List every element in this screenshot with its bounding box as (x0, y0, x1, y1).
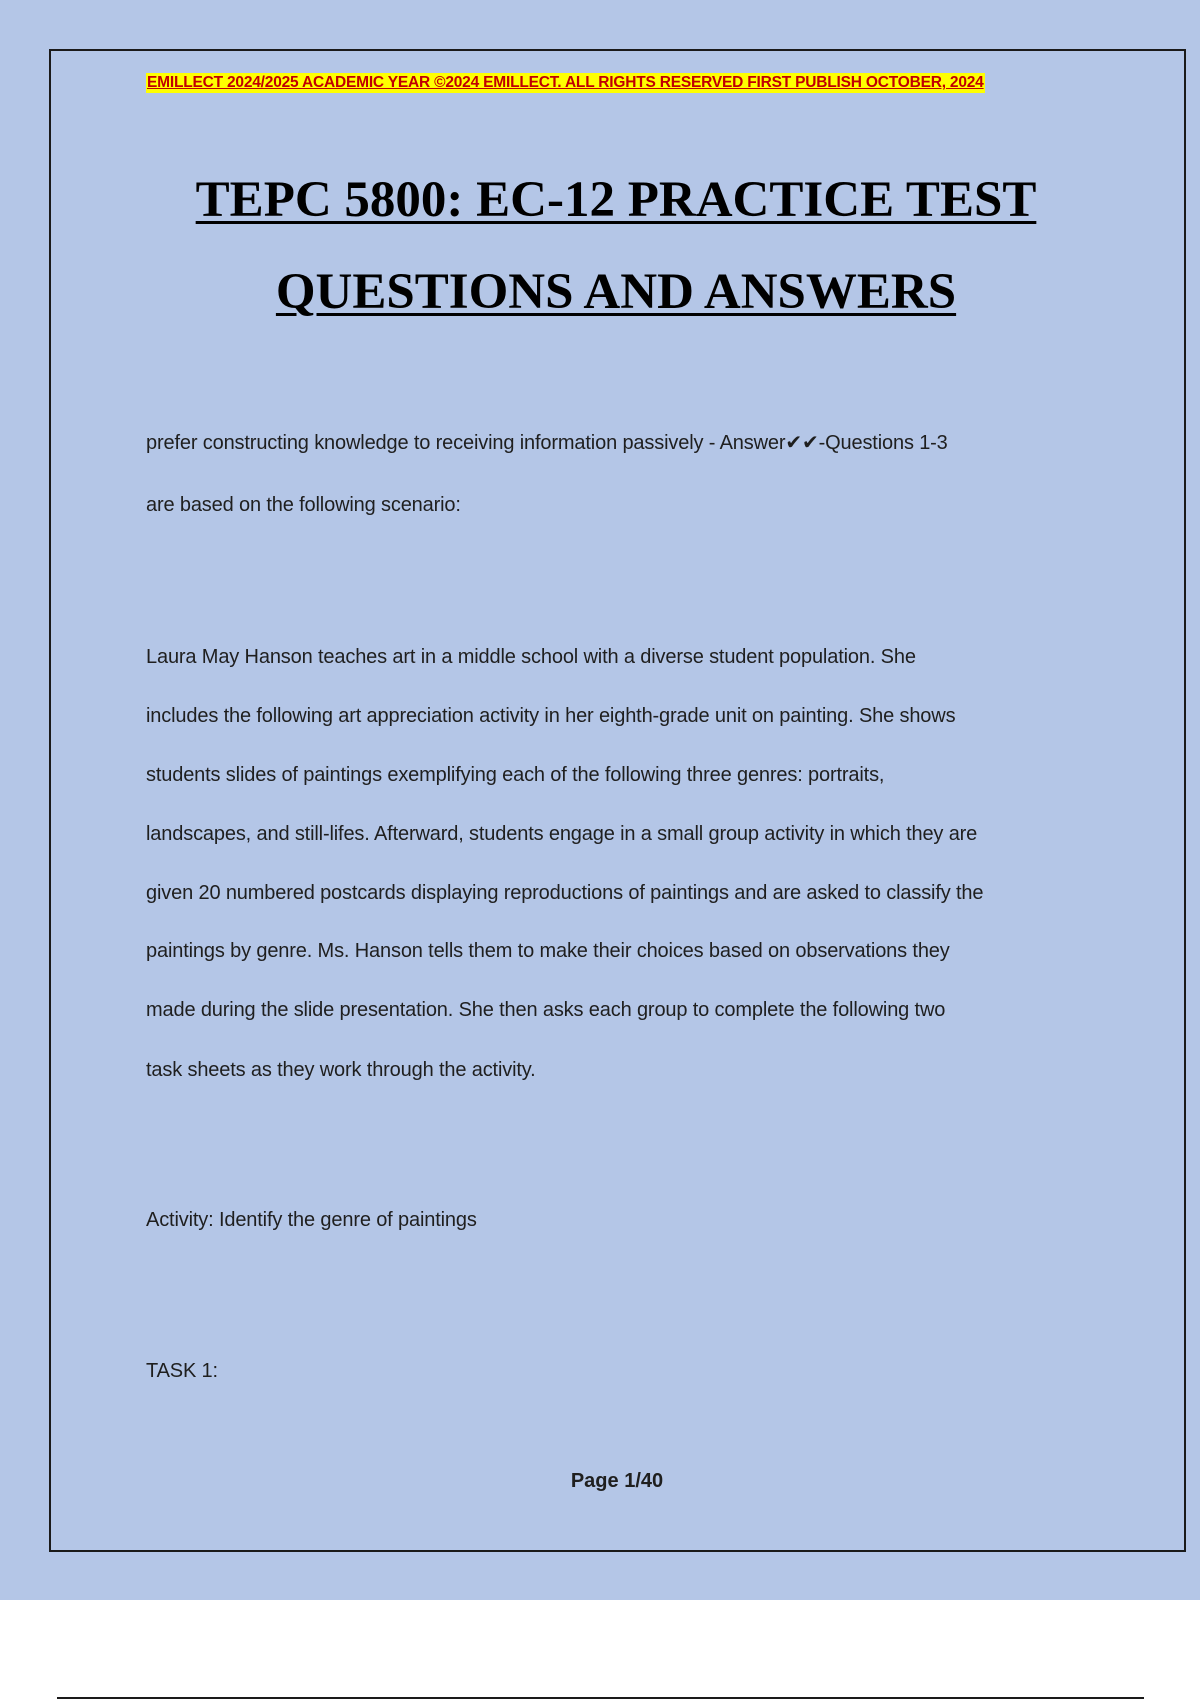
intro-line-1: prefer constructing knowledge to receiving information passively - Answer✔✔-Questions 1-3 (146, 432, 948, 454)
document-title-line-1: TEPC 5800: EC-12 PRACTICE TEST (195, 172, 1037, 228)
page-number: Page 1/40 (570, 1470, 664, 1492)
document-title-line-2: QUESTIONS AND ANSWERS (275, 264, 957, 320)
footer-divider (57, 1697, 1144, 1699)
task-label: TASK 1: (146, 1360, 218, 1382)
scenario-line: Laura May Hanson teaches art in a middle school with a diverse student population. She (146, 646, 916, 668)
scenario-line: paintings by genre. Ms. Hanson tells them to make their choices based on observations they (146, 940, 950, 962)
scenario-line: given 20 numbered postcards displaying reproductions of paintings and are asked to classify the (146, 882, 984, 904)
copyright-banner: EMILLECT 2024/2025 ACADEMIC YEAR ©2024 EMILLECT. ALL RIGHTS RESERVED FIRST PUBLISH OCTOBER, 2024 (147, 74, 984, 91)
scenario-line: includes the following art appreciation activity in her eighth-grade unit on painting. She shows (146, 705, 956, 727)
scenario-line: task sheets as they work through the activity. (146, 1059, 536, 1081)
scenario-line: students slides of paintings exemplifying each of the following three genres: portraits, (146, 764, 885, 786)
activity-label: Activity: Identify the genre of paintings (146, 1209, 477, 1231)
scenario-line: made during the slide presentation. She then asks each group to complete the following two (146, 999, 946, 1021)
intro-line-2: are based on the following scenario: (146, 494, 461, 516)
scenario-line: landscapes, and still-lifes. Afterward, students engage in a small group activity in which they are (146, 823, 978, 845)
